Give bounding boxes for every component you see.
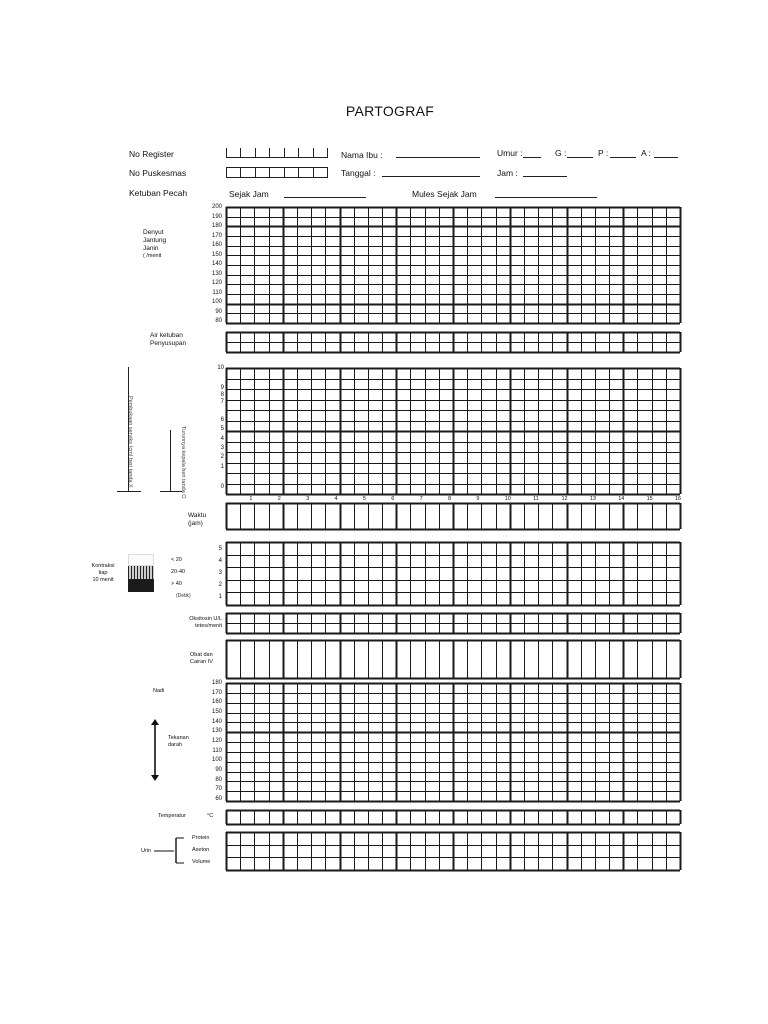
axis-tick-label: 1 [218, 594, 222, 600]
axis-tick-label: 4 [218, 558, 222, 564]
cervix-grid[interactable] [226, 368, 680, 494]
hour-label: 9 [476, 496, 480, 502]
axis-tick-label: 3 [218, 570, 222, 576]
axis-tick-label: 10 [217, 365, 224, 371]
axis-tick-label: 110 [212, 747, 222, 754]
mules-sejak-jam-label: Mules Sejak Jam [412, 189, 477, 199]
axis-tick-label: 6 [220, 417, 224, 423]
axis-tick-label: 60 [215, 796, 222, 802]
no-register-boxes[interactable] [226, 148, 328, 158]
hour-label: 15 [646, 496, 653, 502]
axis-tick-label: 0 [220, 484, 224, 490]
hour-label: 3 [306, 496, 310, 502]
p-field[interactable] [610, 157, 636, 158]
axis-tick-label: 8 [220, 392, 224, 398]
hour-label: 13 [589, 496, 596, 502]
axis-tick-label: 180 [211, 680, 222, 686]
page-title: PARTOGRAF [345, 103, 435, 119]
tekanan-label: Tekanan darah [168, 735, 189, 748]
axis-tick-label: 150 [211, 251, 222, 258]
axis-tick-label: 4 [220, 436, 224, 442]
ketuban-labels [150, 332, 186, 348]
kontraksi-label: Kontraksi tiap 10 menit [91, 563, 115, 583]
axis-tick-label: 2 [218, 582, 222, 588]
tekanan-arrow-icon [151, 719, 159, 781]
hour-label: 8 [448, 496, 452, 502]
umur-label: Umur : [497, 148, 523, 158]
hour-label: 7 [419, 496, 423, 502]
a-label: A : [641, 148, 651, 158]
no-register-label: No Register [129, 149, 174, 159]
a-field[interactable] [654, 157, 678, 158]
temperatur-label: Temperatur [158, 813, 186, 819]
axis-tick-label: 140 [211, 718, 222, 725]
axis-tick-label: 110 [212, 289, 222, 296]
oksitosin-label: Oksitosin U/L tetes/menit [189, 616, 222, 629]
fhr-label: Denyut Jantung Janin ( /menit [143, 229, 167, 259]
axis-tick-label: 200 [211, 204, 222, 210]
hour-label: 5 [362, 496, 366, 502]
hour-label: 4 [334, 496, 338, 502]
cervix-side-text: Pembukaan serviks (cm) beri tanda X [127, 396, 133, 488]
axis-tick-label: 120 [211, 280, 222, 286]
axis-tick-label: 3 [220, 445, 224, 451]
axis-tick-label: 100 [211, 299, 222, 305]
g-field[interactable] [567, 157, 593, 158]
axis-tick-label: 190 [211, 213, 222, 220]
axis-tick-label: 100 [211, 757, 222, 764]
axis-tick-label: 170 [211, 232, 222, 239]
axis-tick-label: 7 [220, 399, 224, 405]
urin-rows-labels: Protein Aseton Volume [192, 835, 211, 865]
axis-tick-label: 80 [215, 776, 222, 783]
sejak-jam-label: Sejak Jam [229, 189, 269, 199]
hour-label: 2 [277, 496, 281, 502]
axis-tick-label: 5 [220, 426, 224, 432]
hour-label: 11 [533, 496, 539, 502]
vital-grid[interactable] [226, 683, 680, 801]
axis-tick-label: 80 [215, 318, 222, 324]
urin-bracket-icon [152, 836, 188, 866]
air-ketuban-label: Air ketuban [150, 332, 183, 339]
penyusupan-label: Penyusupan [150, 340, 187, 347]
mules-sejak-jam-field[interactable] [495, 197, 597, 198]
axis-tick-label: 150 [211, 709, 222, 715]
p-label: P : [598, 148, 609, 158]
axis-tick-label: 130 [211, 270, 222, 277]
waktu-grid[interactable] [226, 503, 680, 529]
axis-tick-label: 90 [215, 308, 222, 315]
g-label: G : [555, 148, 567, 158]
nama-ibu-label: Nama Ibu : [341, 150, 383, 160]
axis-tick-label: 120 [211, 738, 222, 744]
obat-grid[interactable] [226, 640, 680, 678]
urin-label: Urin [141, 848, 152, 854]
ketuban-grid[interactable] [226, 332, 680, 352]
axis-tick-label: 170 [211, 689, 222, 696]
fhr-grid[interactable] [226, 207, 680, 323]
axis-tick-label: 70 [215, 786, 222, 793]
tanggal-field[interactable] [382, 176, 480, 177]
axis-tick-label: 140 [211, 261, 222, 267]
kontraksi-legend-swatches [128, 554, 154, 592]
no-puskesmas-boxes[interactable] [226, 167, 328, 178]
waktu-label: Waktu (jam) [188, 512, 207, 527]
hour-label: 12 [561, 496, 568, 502]
axis-tick-label: 90 [215, 767, 222, 773]
kontraksi-legend-text: < 20 20-40 > 40 (Detik) [171, 557, 191, 599]
oksitosin-grid[interactable] [226, 613, 680, 633]
hour-label: 1 [249, 496, 253, 502]
axis-tick-label: 9 [220, 385, 224, 391]
nadi-label: Nadi [153, 688, 165, 694]
ketuban-pecah-label: Ketuban Pecah [129, 188, 188, 198]
descent-side-text: Turunnya kepala beri tanda O [180, 426, 186, 499]
tanggal-label: Tanggal : [341, 168, 376, 178]
nama-ibu-field[interactable] [396, 157, 480, 158]
axis-tick-label: 180 [211, 223, 222, 229]
umur-field[interactable] [523, 157, 541, 158]
cervix-bracket-foot [117, 491, 141, 492]
hour-label: 6 [391, 496, 395, 502]
descent-bracket-line [170, 430, 171, 492]
jam-label: Jam : [497, 168, 518, 178]
axis-tick-label: 5 [218, 546, 222, 552]
hour-label: 10 [504, 496, 511, 502]
no-puskesmas-label: No Puskesmas [129, 168, 187, 178]
axis-tick-label: 160 [211, 699, 222, 706]
axis-tick-label: 160 [211, 242, 222, 248]
sejak-jam-field[interactable] [284, 197, 366, 198]
axis-tick-label: 1 [220, 464, 224, 470]
jam-field[interactable] [523, 176, 567, 177]
urin-grid[interactable] [226, 832, 680, 870]
temperatur-grid[interactable] [226, 810, 680, 824]
hour-label: 14 [618, 496, 625, 502]
temperatur-unit: °C [207, 813, 214, 819]
hour-label: 16 [675, 496, 682, 502]
axis-tick-label: 2 [220, 454, 224, 460]
axis-tick-label: 130 [211, 728, 222, 735]
kontraksi-grid[interactable] [226, 542, 680, 605]
obat-label: Obat dan Cairan IV [190, 652, 213, 665]
